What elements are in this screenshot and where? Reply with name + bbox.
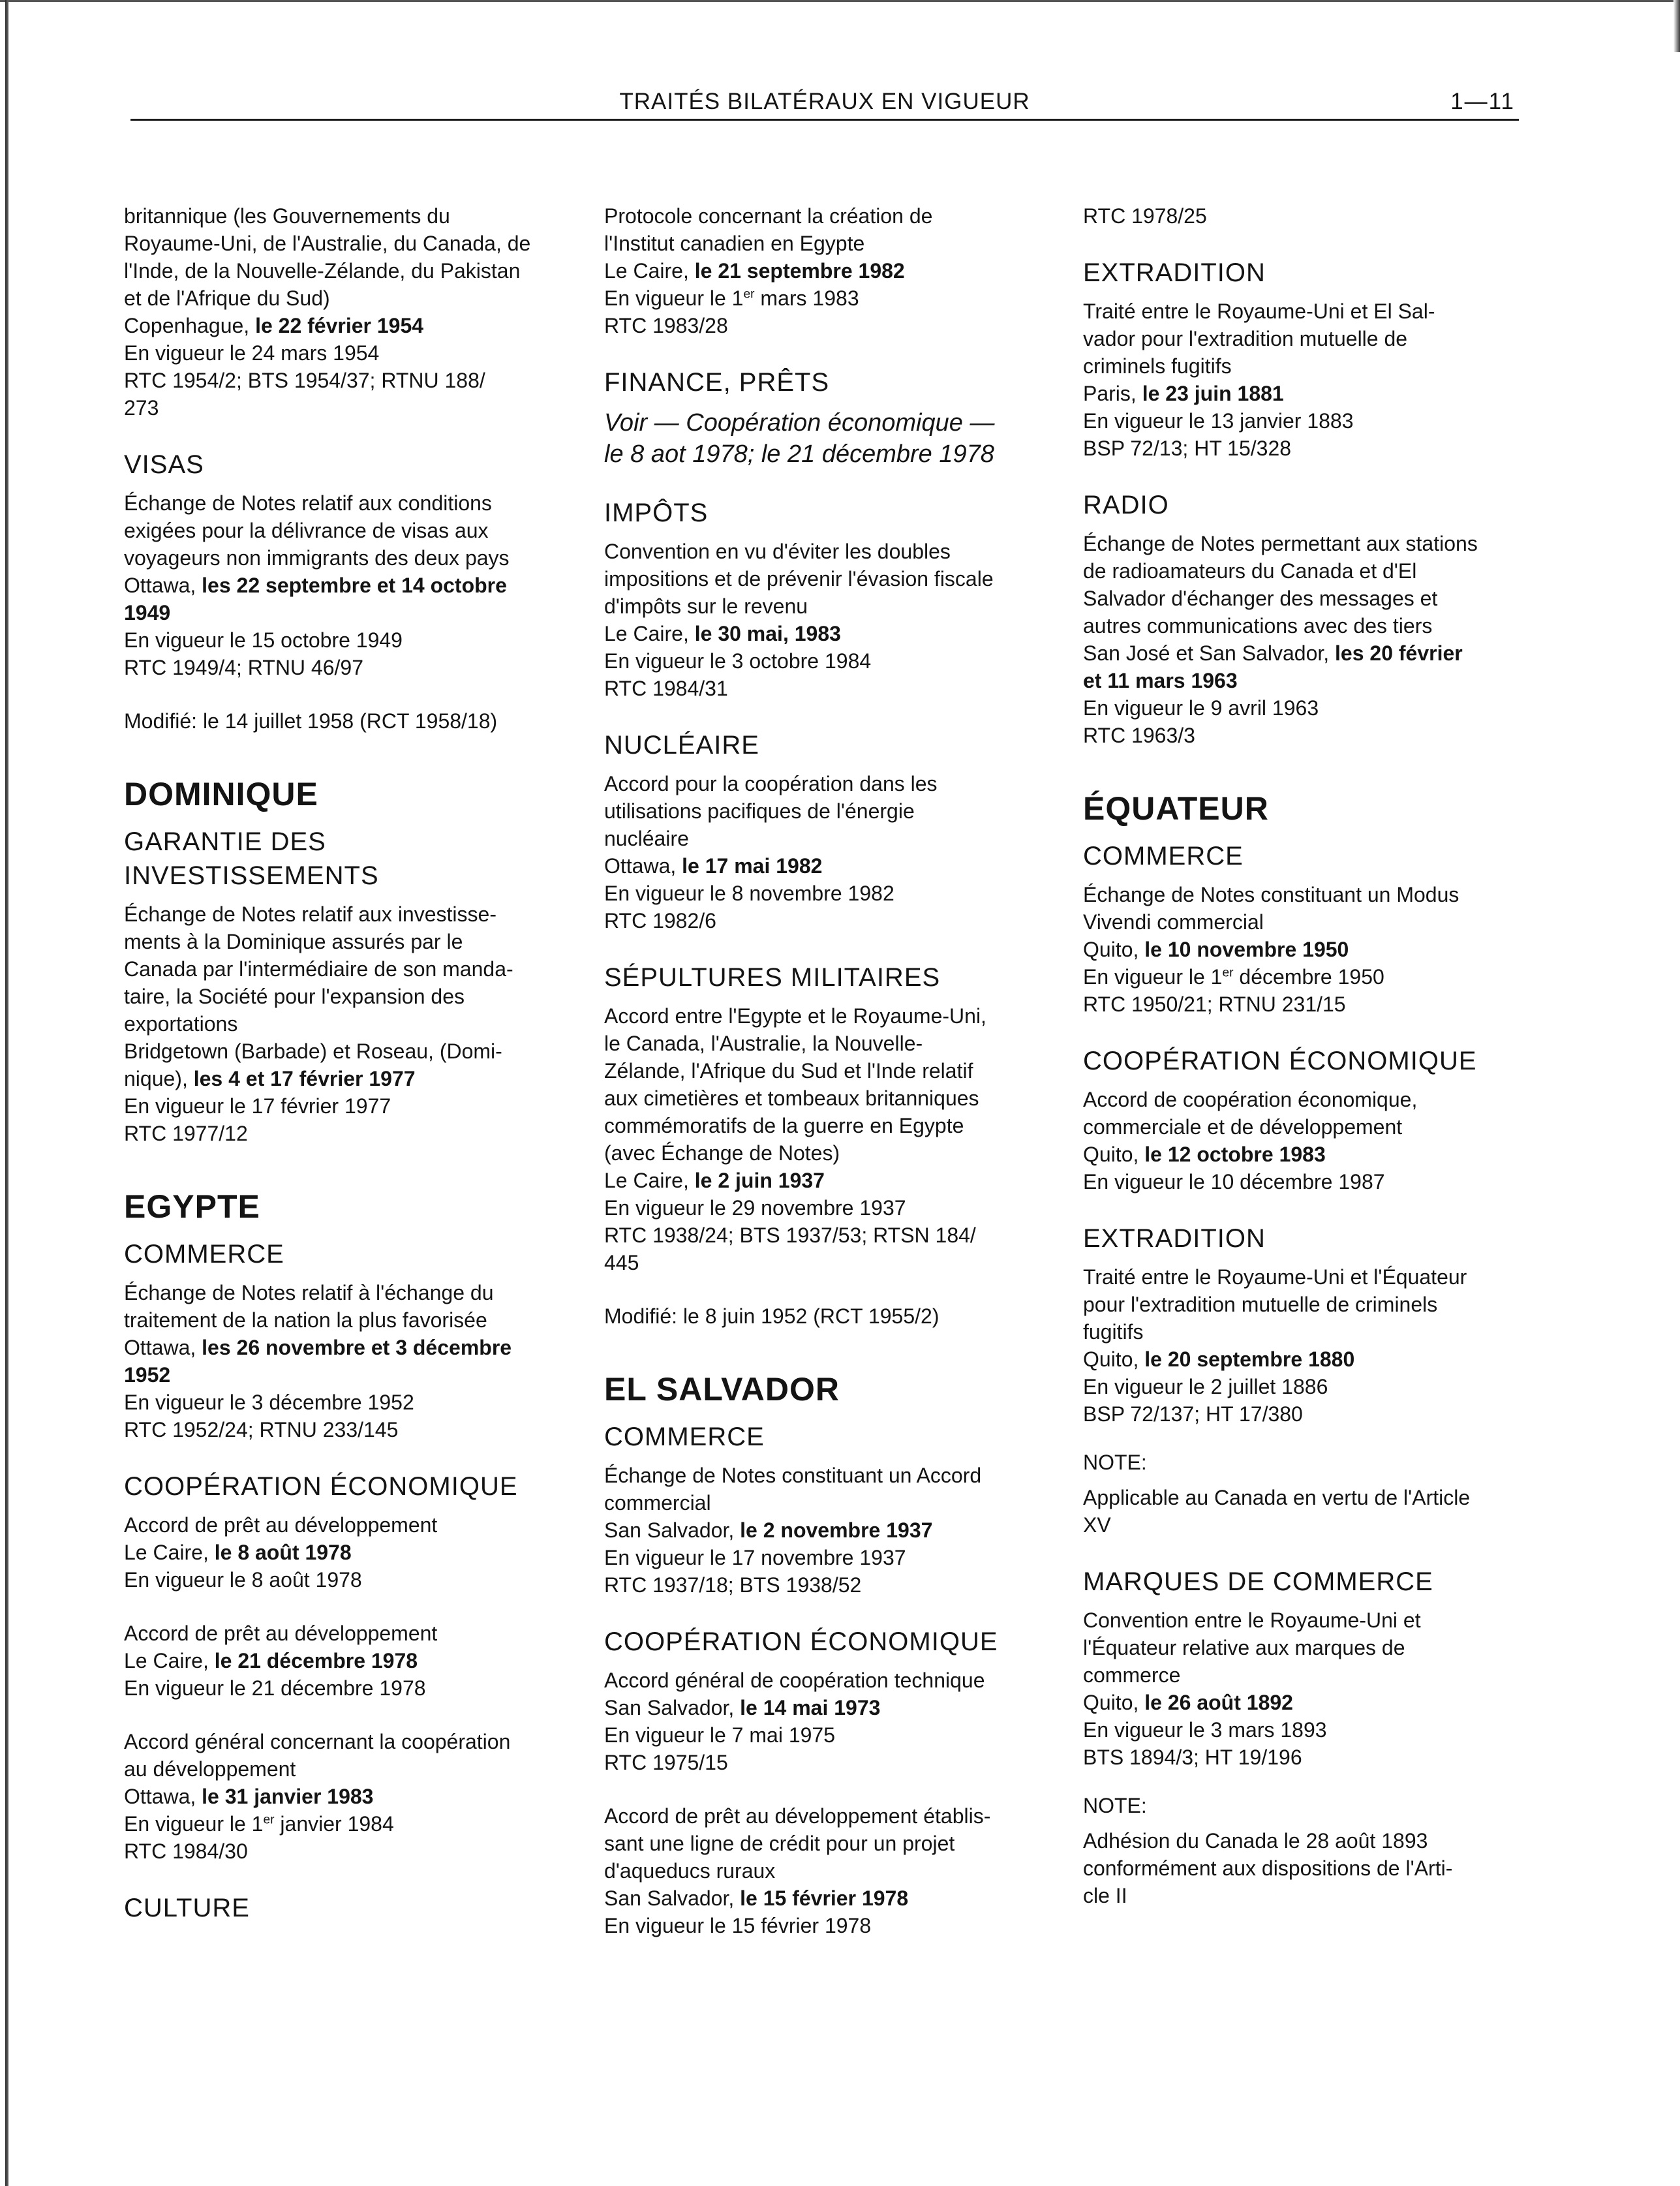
treaty-place-date xyxy=(604,1167,1048,1194)
place: Quito, xyxy=(1083,1691,1145,1714)
place: Quito, xyxy=(1083,1347,1145,1371)
text-line: RTC 1983/28 xyxy=(604,314,728,337)
text-line: le Canada, l'Australie, la Nouvelle- xyxy=(604,1032,923,1055)
text-line: d'impôts sur le revenu xyxy=(604,594,808,618)
note-label: NOTE: xyxy=(1083,1451,1147,1474)
text-line: Accord général de coopération technique xyxy=(604,1669,985,1692)
text-line: conformément aux dispositions de l'Arti- xyxy=(1083,1856,1453,1880)
text-line: exportations xyxy=(124,1012,238,1036)
text-line: l'Inde, de la Nouvelle-Zélande, du Pakistan xyxy=(124,259,521,283)
text-line: Accord de prêt au développement xyxy=(124,1622,438,1645)
text-line: au développement xyxy=(124,1757,296,1781)
subheading-cooperation: COOPÉRATION ÉCONOMIQUE xyxy=(1083,1047,1477,1075)
treaty-place-date xyxy=(604,1516,1048,1544)
text-line: vador pour l'extradition mutuelle de xyxy=(1083,327,1408,350)
treaty-place-date xyxy=(604,852,1048,880)
place: San José et San Salvador, xyxy=(1083,641,1336,665)
text-line: En vigueur le 24 mars 1954 xyxy=(124,341,380,365)
treaty-place-date xyxy=(1083,639,1533,667)
text-line: Accord pour la coopération dans les xyxy=(604,772,938,795)
text-line: En vigueur le 1er décembre 1950 xyxy=(1083,965,1384,989)
place: Le Caire, xyxy=(604,1169,695,1192)
place: San Salvador, xyxy=(604,1518,741,1542)
scan-top-edge xyxy=(0,0,1680,2)
date: le 30 mai, 1983 xyxy=(694,622,841,645)
place: Ottawa, xyxy=(124,1336,202,1359)
treaty-place-date xyxy=(604,257,1048,285)
text-line: ments à la Dominique assurés par le xyxy=(124,930,463,953)
treaty-place-date xyxy=(1083,1346,1533,1373)
subheading-cooperation: COOPÉRATION ÉCONOMIQUE xyxy=(124,1472,518,1501)
text-line: En vigueur le 17 novembre 1937 xyxy=(604,1546,906,1569)
text-line: aux cimetières et tombeaux britanniques xyxy=(604,1086,979,1110)
treaty-place-date xyxy=(1083,1141,1533,1168)
text-line: l'Équateur relative aux marques de xyxy=(1083,1636,1405,1659)
text-line: En vigueur le 2 juillet 1886 xyxy=(1083,1375,1328,1398)
text-line: Échange de Notes constituant un Accord xyxy=(604,1464,982,1487)
text-line: En vigueur le 8 novembre 1982 xyxy=(604,882,894,905)
scan-right-edge xyxy=(1673,0,1680,52)
text-line: En vigueur le 29 novembre 1937 xyxy=(604,1196,906,1220)
text-line: RTC 1950/21; RTNU 231/15 xyxy=(1083,993,1346,1016)
text-line: traitement de la nation la plus favorisée xyxy=(124,1308,487,1332)
place: Quito, xyxy=(1083,1143,1145,1166)
subheading-culture: CULTURE xyxy=(124,1894,250,1922)
text-line: Accord général concernant la coopération xyxy=(124,1730,511,1753)
subheading-extradition: EXTRADITION xyxy=(1083,1224,1266,1253)
text-line: RTC 1975/15 xyxy=(604,1751,728,1774)
place: Copenhague, xyxy=(124,314,256,337)
place: nique), xyxy=(124,1067,194,1090)
place: Quito, xyxy=(1083,938,1145,961)
spacer xyxy=(124,1702,574,1728)
treaty-place-date xyxy=(124,1539,574,1566)
date: le 15 février 1978 xyxy=(740,1886,909,1910)
date: le 20 septembre 1880 xyxy=(1144,1347,1355,1371)
spacer xyxy=(604,1776,1048,1802)
text-line: autres communications avec des tiers xyxy=(1083,614,1433,638)
text-line: RTC 1984/31 xyxy=(604,677,728,700)
text-line: Vivendi commercial xyxy=(1083,910,1264,934)
subheading-nucleaire: NUCLÉAIRE xyxy=(604,731,759,760)
text-line: Adhésion du Canada le 28 août 1893 xyxy=(1083,1829,1428,1853)
text-line: Accord de prêt au développement xyxy=(124,1513,438,1537)
treaty-place-date xyxy=(124,1065,574,1092)
text-line: Traité entre le Royaume-Uni et El Sal- xyxy=(1083,300,1435,323)
text-line: RTC 1977/12 xyxy=(124,1122,248,1145)
text-line: En vigueur le 17 février 1977 xyxy=(124,1094,391,1118)
text-line: Canada par l'intermédiaire de son manda- xyxy=(124,957,513,981)
text-line: Applicable au Canada en vertu de l'Article xyxy=(1083,1486,1471,1509)
date: le 31 janvier 1983 xyxy=(202,1785,374,1808)
spacer xyxy=(124,1593,574,1620)
text-line: voyageurs non immigrants des deux pays xyxy=(124,546,510,570)
text-line: Accord de prêt au développement établis- xyxy=(604,1804,991,1828)
subheading-visas: VISAS xyxy=(124,450,204,479)
text-line: taire, la Société pour l'expansion des xyxy=(124,985,465,1008)
spacer xyxy=(604,1276,1048,1302)
text-line: RTC 1982/6 xyxy=(604,909,716,932)
place: Ottawa, xyxy=(604,854,682,878)
subheading-commerce: COMMERCE xyxy=(1083,842,1244,870)
text-line: RTC 1963/3 xyxy=(1083,724,1195,747)
text-line: En vigueur le 7 mai 1975 xyxy=(604,1723,835,1747)
text-line: et de l'Afrique du Sud) xyxy=(124,286,330,310)
subheading-garantie: GARANTIE DES xyxy=(124,827,326,856)
spacer xyxy=(124,681,574,707)
country-heading-equateur: ÉQUATEUR xyxy=(1083,790,1269,827)
date: le 21 septembre 1982 xyxy=(694,259,905,283)
subheading-marques: MARQUES DE COMMERCE xyxy=(1083,1567,1433,1596)
date: le 14 mai 1973 xyxy=(740,1696,881,1719)
scan-left-edge xyxy=(5,0,8,2186)
country-heading-el-salvador: EL SALVADOR xyxy=(604,1371,840,1408)
treaty-place-date xyxy=(124,572,574,599)
text-line: Bridgetown (Barbade) et Roseau, (Domi- xyxy=(124,1039,502,1063)
treaty-place-date xyxy=(604,1694,1048,1721)
text-line: Échange de Notes relatif aux conditions xyxy=(124,491,492,515)
text-line: Salvador d'échanger des messages et xyxy=(1083,587,1438,610)
text-line: l'Institut canadien en Egypte xyxy=(604,232,865,255)
text-line: En vigueur le 15 février 1978 xyxy=(604,1914,872,1937)
date-continued: 1949 xyxy=(124,601,171,624)
text-line: Zélande, l'Afrique du Sud et l'Inde relatif xyxy=(604,1059,973,1083)
text-line: Échange de Notes constituant un Modus xyxy=(1083,883,1459,906)
place: Paris, xyxy=(1083,382,1142,405)
date: les 20 février xyxy=(1335,641,1463,665)
text-line: commémoratifs de la guerre en Egypte xyxy=(604,1114,964,1137)
text-line: En vigueur le 3 octobre 1984 xyxy=(604,649,872,673)
place: San Salvador, xyxy=(604,1886,741,1910)
text-line: Échange de Notes relatif à l'échange du xyxy=(124,1281,494,1304)
text-line: RTC 1984/30 xyxy=(124,1840,248,1863)
text-line: Convention entre le Royaume-Uni et xyxy=(1083,1609,1421,1632)
place: Le Caire, xyxy=(604,259,695,283)
text-line: En vigueur le 8 août 1978 xyxy=(124,1568,362,1592)
text-line: BSP 72/137; HT 17/380 xyxy=(1083,1402,1303,1426)
text-line: nucléaire xyxy=(604,827,689,850)
date: le 8 août 1978 xyxy=(214,1541,352,1564)
treaty-place-date xyxy=(124,1334,574,1361)
place: Ottawa, xyxy=(124,574,202,597)
text-line: BSP 72/13; HT 15/328 xyxy=(1083,437,1292,460)
treaty-place-date xyxy=(604,1885,1048,1912)
treaty-place-date xyxy=(124,1783,574,1810)
place: Le Caire, xyxy=(124,1541,215,1564)
text-line: XV xyxy=(1083,1513,1111,1537)
text-line: d'aqueducs ruraux xyxy=(604,1859,776,1883)
date-continued: 1952 xyxy=(124,1363,171,1387)
text-line: RTC 1949/4; RTNU 46/97 xyxy=(124,656,363,679)
date: les 26 novembre et 3 décembre xyxy=(202,1336,512,1359)
text-line: En vigueur le 3 mars 1893 xyxy=(1083,1718,1327,1742)
date: le 2 juin 1937 xyxy=(694,1169,825,1192)
text-line: En vigueur le 21 décembre 1978 xyxy=(124,1676,426,1700)
place: Le Caire, xyxy=(604,622,695,645)
date: le 10 novembre 1950 xyxy=(1144,938,1349,961)
text-line: utilisations pacifiques de l'énergie xyxy=(604,799,915,823)
text-line: commerciale et de développement xyxy=(1083,1115,1403,1139)
text-line: RTC 1937/18; BTS 1938/52 xyxy=(604,1573,862,1597)
column-right xyxy=(1083,202,1533,1909)
text-line: (avec Échange de Notes) xyxy=(604,1141,840,1165)
subheading-sepultures: SÉPULTURES MILITAIRES xyxy=(604,963,941,992)
subheading-impots: IMPÔTS xyxy=(604,499,709,527)
text-line: RTC 1938/24; BTS 1937/53; RTSN 184/ xyxy=(604,1224,976,1247)
subheading-extradition: EXTRADITION xyxy=(1083,258,1266,287)
subheading-radio: RADIO xyxy=(1083,491,1169,519)
treaty-place-date xyxy=(604,620,1048,647)
text-line: de radioamateurs du Canada et d'El xyxy=(1083,559,1417,583)
text-line: exigées pour la délivrance de visas aux xyxy=(124,519,489,542)
cross-reference: le 8 aot 1978; le 21 décembre 1978 xyxy=(604,440,994,468)
date: le 12 octobre 1983 xyxy=(1144,1143,1326,1166)
text-line: britannique (les Gouvernements du xyxy=(124,204,450,228)
place: San Salvador, xyxy=(604,1696,741,1719)
text-line: En vigueur le 1er mars 1983 xyxy=(604,286,859,310)
treaty-place-date xyxy=(1083,1689,1533,1716)
text-line: pour l'extradition mutuelle de criminels xyxy=(1083,1293,1438,1316)
date: les 4 et 17 février 1977 xyxy=(193,1067,416,1090)
text-line: Royaume-Uni, de l'Australie, du Canada, de xyxy=(124,232,531,255)
running-title: TRAITÉS BILATÉRAUX EN VIGUEUR xyxy=(619,89,1030,114)
subheading-finance: FINANCE, PRÊTS xyxy=(604,368,830,397)
column-middle xyxy=(604,202,1048,1939)
subheading-cooperation: COOPÉRATION ÉCONOMIQUE xyxy=(604,1627,998,1656)
place: Ottawa, xyxy=(124,1785,202,1808)
treaty-place-date xyxy=(124,1647,574,1674)
date: le 23 juin 1881 xyxy=(1142,382,1284,405)
text-line: Modifié: le 14 juillet 1958 (RCT 1958/18) xyxy=(124,709,498,733)
text-line: En vigueur le 9 avril 1963 xyxy=(1083,696,1319,720)
date: le 26 août 1892 xyxy=(1144,1691,1293,1714)
text-line: Échange de Notes relatif aux investisse- xyxy=(124,902,496,926)
text-line: En vigueur le 1er janvier 1984 xyxy=(124,1812,394,1836)
text-line: 273 xyxy=(124,396,159,420)
text-line: RTC 1952/24; RTNU 233/145 xyxy=(124,1418,399,1441)
text-line: RTC 1978/25 xyxy=(1083,204,1207,228)
subheading-commerce: COMMERCE xyxy=(604,1423,765,1451)
page-number: 1—11 xyxy=(1450,89,1515,114)
text-line: Convention en vu d'éviter les doubles xyxy=(604,540,951,563)
date: le 2 novembre 1937 xyxy=(740,1518,933,1542)
text-line: RTC 1954/2; BTS 1954/37; RTNU 188/ xyxy=(124,369,485,392)
text-line: BTS 1894/3; HT 19/196 xyxy=(1083,1746,1302,1769)
text-line: En vigueur le 3 décembre 1952 xyxy=(124,1391,414,1414)
text-line: commerce xyxy=(1083,1663,1181,1687)
text-line: commercial xyxy=(604,1491,711,1515)
column-left xyxy=(124,202,574,1933)
page-header xyxy=(130,89,1519,121)
text-line: Modifié: le 8 juin 1952 (RCT 1955/2) xyxy=(604,1304,939,1328)
text-line: cle II xyxy=(1083,1884,1127,1907)
text-line: 445 xyxy=(604,1251,639,1274)
cross-reference: Voir — Coopération économique — xyxy=(604,409,995,437)
date: le 21 décembre 1978 xyxy=(214,1649,418,1672)
treaty-place-date xyxy=(124,312,574,339)
country-heading-egypte: EGYPTE xyxy=(124,1188,260,1225)
text-line: Accord entre l'Egypte et le Royaume-Uni, xyxy=(604,1004,986,1028)
date: les 22 septembre et 14 octobre xyxy=(202,574,507,597)
date-continued: et 11 mars 1963 xyxy=(1083,669,1238,692)
text-line: sant une ligne de crédit pour un projet xyxy=(604,1832,955,1855)
country-heading-dominique: DOMINIQUE xyxy=(124,776,318,812)
treaty-place-date xyxy=(1083,380,1533,407)
text-line: En vigueur le 13 janvier 1883 xyxy=(1083,409,1354,433)
text-line: Traité entre le Royaume-Uni et l'Équateur xyxy=(1083,1265,1467,1289)
text-line: Accord de coopération économique, xyxy=(1083,1088,1418,1111)
date: le 17 mai 1982 xyxy=(682,854,823,878)
treaty-place-date xyxy=(1083,936,1533,963)
text-line: En vigueur le 15 octobre 1949 xyxy=(124,628,403,652)
text-line: fugitifs xyxy=(1083,1320,1144,1344)
text-line: Protocole concernant la création de xyxy=(604,204,933,228)
place: Le Caire, xyxy=(124,1649,215,1672)
text-line: Échange de Notes permettant aux stations xyxy=(1083,532,1478,555)
text-line: impositions et de prévenir l'évasion fiscale xyxy=(604,567,994,591)
text-line: En vigueur le 10 décembre 1987 xyxy=(1083,1170,1385,1193)
date: le 22 février 1954 xyxy=(255,314,424,337)
note-label: NOTE: xyxy=(1083,1794,1147,1817)
subheading-commerce: COMMERCE xyxy=(124,1240,284,1269)
subheading-investissements: INVESTISSEMENTS xyxy=(124,861,379,890)
text-line: criminels fugitifs xyxy=(1083,354,1232,378)
